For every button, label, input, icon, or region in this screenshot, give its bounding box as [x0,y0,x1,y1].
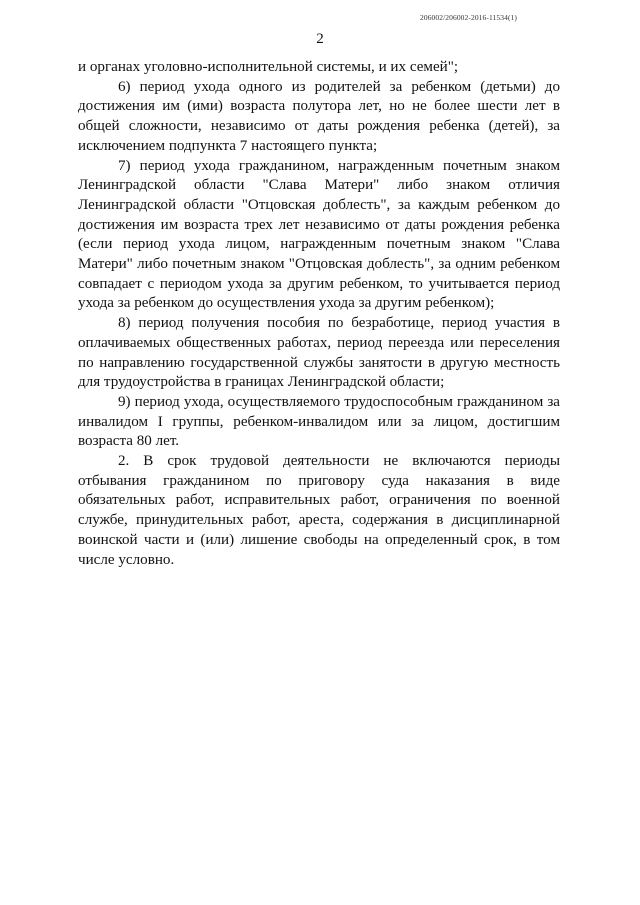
document-id: 206002/206002-2016-11534(1) [420,13,517,22]
document-body [78,58,560,570]
paragraph-item-7: 7) период ухода гражданином, награжденным почетным знаком Ленинградской области "Слава Матери" либо знаком отличия Ленинградской области "Отцовская доблесть", за каждым ребенком до достижения им возраста трех лет независимо от даты рождения ребенка (если период ухода лицом, награжденным почетным знаком "Слава Матери" либо почетным знаком "Отцовская доблесть", за одним ребенком совпадает с периодом ухода за другим ребенком, то учитывается период ухода за ребенком до осуществления ухода за другим ребенком); [78,157,560,312]
paragraph-item-6: 6) период ухода одного из родителей за ребенком (детьми) до достижения им (ими) возраста полутора лет, но не более шести лет в общей сложности, независимо от даты рождения ребенка (детей), за исключением подпункта 7 настоящего пункта; [78,78,560,154]
paragraph-section-2: 2. В срок трудовой деятельности не включаются периоды отбывания гражданином по приговору суда наказания в виде обязательных работ, исправительных работ, ограничения по военной службе, принудительных работ, ареста, содержания в дисциплинарной воинской части и (или) лишение свободы на определенный срок, в том числе условно. [78,453,560,568]
page-number: 2 [316,31,324,47]
paragraph-item-8: 8) период получения пособия по безработице, период участия в оплачиваемых общественных работах, период переезда или переселения по направлению государственной службы занятости в другую местность для трудоустройства в границах Ленинградской области; [78,315,560,391]
paragraph-continuation: и органах уголовно-исполнительной системы, и их семей"; [78,59,459,75]
paragraph-item-9: 9) период ухода, осуществляемого трудоспособным гражданином за инвалидом I группы, ребенком-инвалидом или за лицом, достигшим возраста 80 лет. [78,393,560,450]
